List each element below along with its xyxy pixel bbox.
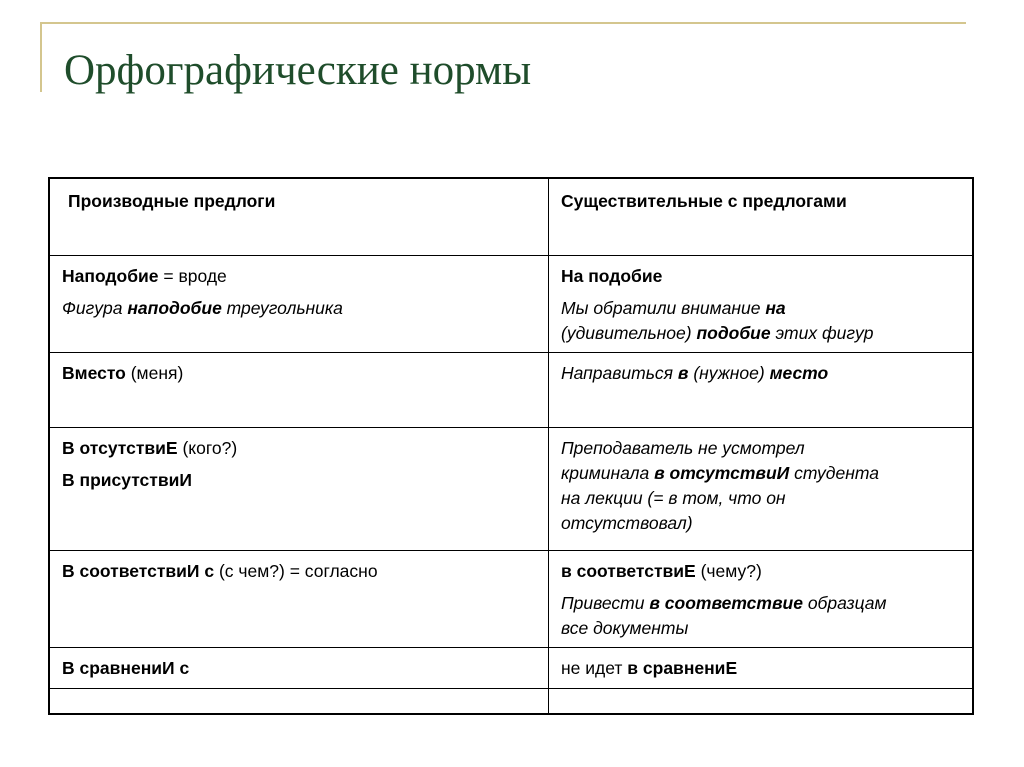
cell-line bbox=[62, 436, 536, 461]
cell-left bbox=[49, 353, 549, 428]
cell-line: все документы bbox=[561, 618, 689, 638]
cell-right bbox=[549, 551, 974, 648]
table-row bbox=[49, 648, 973, 689]
bold-word: в соответствие bbox=[649, 593, 803, 613]
plain-text: (меня) bbox=[125, 363, 184, 383]
cell-line bbox=[561, 461, 960, 486]
cell-right-empty bbox=[549, 689, 974, 715]
bold-word: наподобие bbox=[127, 298, 222, 318]
bold-word: место bbox=[769, 363, 829, 383]
header-derived-prepositions: Производные предлоги bbox=[49, 178, 549, 256]
cell-left bbox=[49, 256, 549, 353]
italic-text: (удивительное) bbox=[561, 323, 697, 343]
italic-text: Мы обратили внимание bbox=[561, 298, 766, 318]
cell-right bbox=[549, 428, 974, 551]
cell-line: отсутствовал) bbox=[561, 513, 693, 533]
cell-line bbox=[62, 361, 536, 386]
slide-title: Орфографические нормы bbox=[64, 47, 532, 94]
cell-line bbox=[62, 296, 536, 321]
bold-word: в сравнениЕ bbox=[627, 658, 738, 678]
italic-text: образцам bbox=[802, 593, 887, 613]
bold-word: на bbox=[765, 298, 786, 318]
prepositions-table bbox=[48, 177, 974, 715]
plain-text: не идет bbox=[561, 658, 628, 678]
table-header-row bbox=[49, 178, 973, 256]
cell-line bbox=[561, 264, 960, 289]
italic-text: Фигура bbox=[62, 298, 128, 318]
table-row bbox=[49, 256, 973, 353]
cell-line bbox=[561, 656, 960, 681]
cell-left-empty bbox=[49, 689, 549, 715]
cell-line bbox=[561, 361, 960, 386]
cell-line bbox=[62, 559, 536, 584]
cell-line bbox=[561, 591, 960, 616]
plain-text: (кого?) bbox=[177, 438, 238, 458]
cell-line bbox=[62, 264, 536, 289]
cell-line bbox=[62, 468, 536, 493]
bold-word: В соответствиИ с bbox=[62, 561, 215, 581]
bold-word: Вместо bbox=[62, 363, 126, 383]
italic-text: криминала bbox=[561, 463, 655, 483]
cell-line bbox=[62, 656, 536, 681]
cell-line: на лекции (= в том, что он bbox=[561, 488, 786, 508]
bold-word: На подобие bbox=[561, 266, 663, 286]
cell-left bbox=[49, 551, 549, 648]
decor-vertical-line bbox=[40, 22, 42, 92]
italic-text: этих фигур bbox=[770, 323, 874, 343]
decor-horizontal-line bbox=[40, 22, 966, 24]
bold-word: В сравнениИ с bbox=[62, 658, 190, 678]
table-row-empty bbox=[49, 689, 973, 715]
italic-text: студента bbox=[789, 463, 879, 483]
italic-text: Привести bbox=[561, 593, 650, 613]
italic-text: (нужное) bbox=[688, 363, 770, 383]
bold-word: в отсутствиИ bbox=[654, 463, 790, 483]
table-row bbox=[49, 353, 973, 428]
cell-line bbox=[561, 296, 960, 321]
italic-text: Направиться bbox=[561, 363, 678, 383]
cell-left bbox=[49, 428, 549, 551]
cell-right bbox=[549, 353, 974, 428]
plain-text: = вроде bbox=[158, 266, 227, 286]
bold-word: в соответствиЕ bbox=[561, 561, 696, 581]
bold-word: подобие bbox=[696, 323, 771, 343]
cell-line bbox=[561, 321, 960, 346]
cell-left bbox=[49, 648, 549, 689]
bold-word: В отсутствиЕ bbox=[62, 438, 178, 458]
table-row bbox=[49, 551, 973, 648]
italic-text: треугольника bbox=[221, 298, 343, 318]
plain-text: (с чем?) = согласно bbox=[214, 561, 378, 581]
bold-word: В присутствиИ bbox=[62, 470, 192, 490]
cell-line bbox=[561, 559, 960, 584]
bold-word: в bbox=[677, 363, 689, 383]
cell-line: Преподаватель не усмотрел bbox=[561, 438, 805, 458]
header-nouns-with-prepositions: Существительные с предлогами bbox=[549, 178, 974, 256]
cell-right bbox=[549, 648, 974, 689]
bold-word: Наподобие bbox=[62, 266, 159, 286]
cell-right bbox=[549, 256, 974, 353]
plain-text: (чему?) bbox=[695, 561, 762, 581]
table-row bbox=[49, 428, 973, 551]
